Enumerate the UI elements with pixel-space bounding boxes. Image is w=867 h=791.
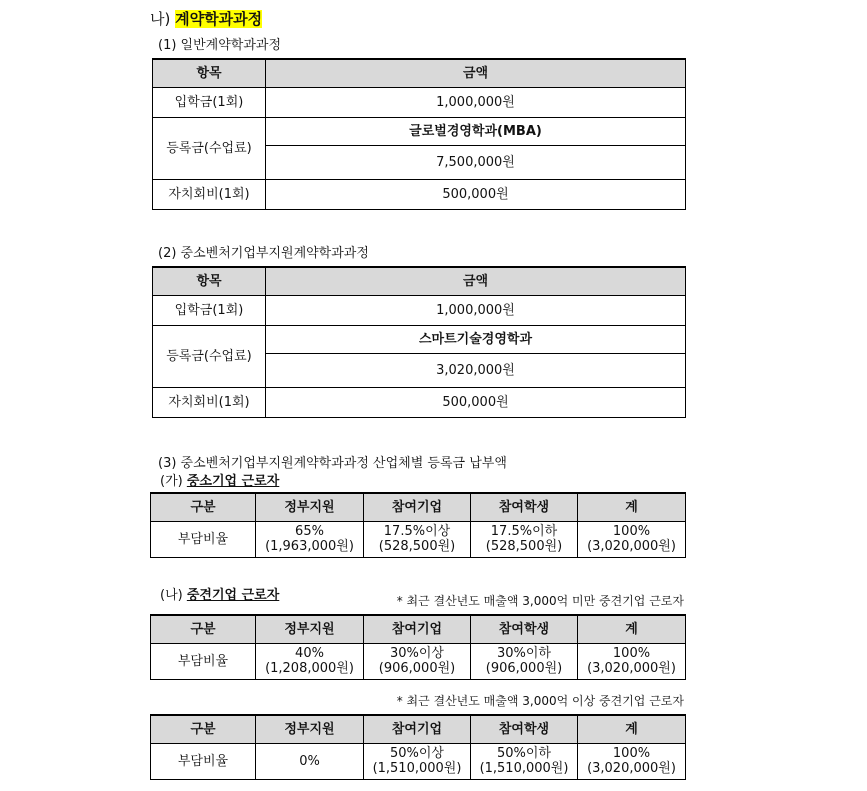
s2-header-amount: 금액: [266, 267, 686, 295]
s2-tuition-amount: 3,020,000원: [266, 353, 686, 387]
header-government: 정부지원: [256, 615, 364, 643]
s2-row-value: 500,000원: [266, 387, 686, 417]
heading-prefix: 나): [150, 10, 171, 28]
section-heading: [150, 8, 262, 29]
s3-ga-label: 중소기업 근로자: [186, 474, 280, 489]
cell-company: 17.5%이상 (528,500원): [364, 521, 471, 557]
cell-government: 40% (1,208,000원): [256, 643, 364, 679]
s1-tuition-dept: 글로벌경영학과(MBA): [266, 117, 686, 145]
note-under-3000: * 최근 결산년도 매출액 3,000억 미만 중견기업 근로자: [396, 594, 684, 608]
s3-na-label: 중견기업 근로자: [186, 588, 280, 603]
header-government: 정부지원: [256, 715, 364, 743]
header-company: 참여기업: [364, 615, 471, 643]
s2-header-item: 항목: [153, 267, 266, 295]
header-student: 참여학생: [471, 493, 578, 521]
header-student: 참여학생: [471, 715, 578, 743]
s1-row-label: 자치회비(1회): [153, 179, 266, 209]
s1-header-item: 항목: [153, 59, 266, 87]
cell-company: 30%이상 (906,000원): [364, 643, 471, 679]
s3-table-mid-under: [150, 614, 686, 680]
s1-title: (1) 일반계약학과과정: [158, 38, 282, 53]
s1-row-value: 1,000,000원: [266, 87, 686, 117]
note-over-3000: * 최근 결산년도 매출액 3,000억 이상 중견기업 근로자: [396, 694, 684, 708]
s2-tuition-dept: 스마트기술경영학과: [266, 325, 686, 353]
s2-title: (2) 중소벤처기업부지원계약학과과정: [158, 246, 369, 261]
s3-table-mid-over: [150, 714, 686, 780]
row-label: 부담비율: [151, 643, 256, 679]
heading-title: 계약학과과정: [175, 10, 263, 28]
s1-row-label: 입학금(1회): [153, 87, 266, 117]
s2-row-label: 자치회비(1회): [153, 387, 266, 417]
s2-tuition-label: 등록금(수업료): [153, 325, 266, 387]
header-category: 구분: [151, 615, 256, 643]
s3-ga-prefix: (가): [160, 474, 183, 489]
header-category: 구분: [151, 493, 256, 521]
header-category: 구분: [151, 715, 256, 743]
s1-tuition-amount: 7,500,000원: [266, 145, 686, 179]
cell-government: 65% (1,963,000원): [256, 521, 364, 557]
s1-header-amount: 금액: [266, 59, 686, 87]
s3-ga-heading: [160, 470, 279, 489]
cell-total: 100% (3,020,000원): [578, 743, 686, 779]
s3-na-prefix: (나): [160, 588, 183, 603]
header-government: 정부지원: [256, 493, 364, 521]
row-label: 부담비율: [151, 743, 256, 779]
cell-student: 50%이하 (1,510,000원): [471, 743, 578, 779]
s3-na-heading: [160, 584, 279, 603]
row-label: 부담비율: [151, 521, 256, 557]
s2-row-label: 입학금(1회): [153, 295, 266, 325]
header-total: 계: [578, 715, 686, 743]
header-company: 참여기업: [364, 715, 471, 743]
cell-student: 30%이하 (906,000원): [471, 643, 578, 679]
s2-table: [152, 266, 686, 418]
s3-table-sme: [150, 492, 686, 558]
cell-total: 100% (3,020,000원): [578, 643, 686, 679]
s1-tuition-label: 등록금(수업료): [153, 117, 266, 179]
s2-row-value: 1,000,000원: [266, 295, 686, 325]
cell-company: 50%이상 (1,510,000원): [364, 743, 471, 779]
header-company: 참여기업: [364, 493, 471, 521]
cell-total: 100% (3,020,000원): [578, 521, 686, 557]
s1-row-value: 500,000원: [266, 179, 686, 209]
s1-table: [152, 58, 686, 210]
header-total: 계: [578, 615, 686, 643]
s3-title: (3) 중소벤처기업부지원계약학과과정 산업체별 등록금 납부액: [158, 456, 507, 471]
header-total: 계: [578, 493, 686, 521]
cell-student: 17.5%이하 (528,500원): [471, 521, 578, 557]
header-student: 참여학생: [471, 615, 578, 643]
cell-government: 0%: [256, 743, 364, 779]
